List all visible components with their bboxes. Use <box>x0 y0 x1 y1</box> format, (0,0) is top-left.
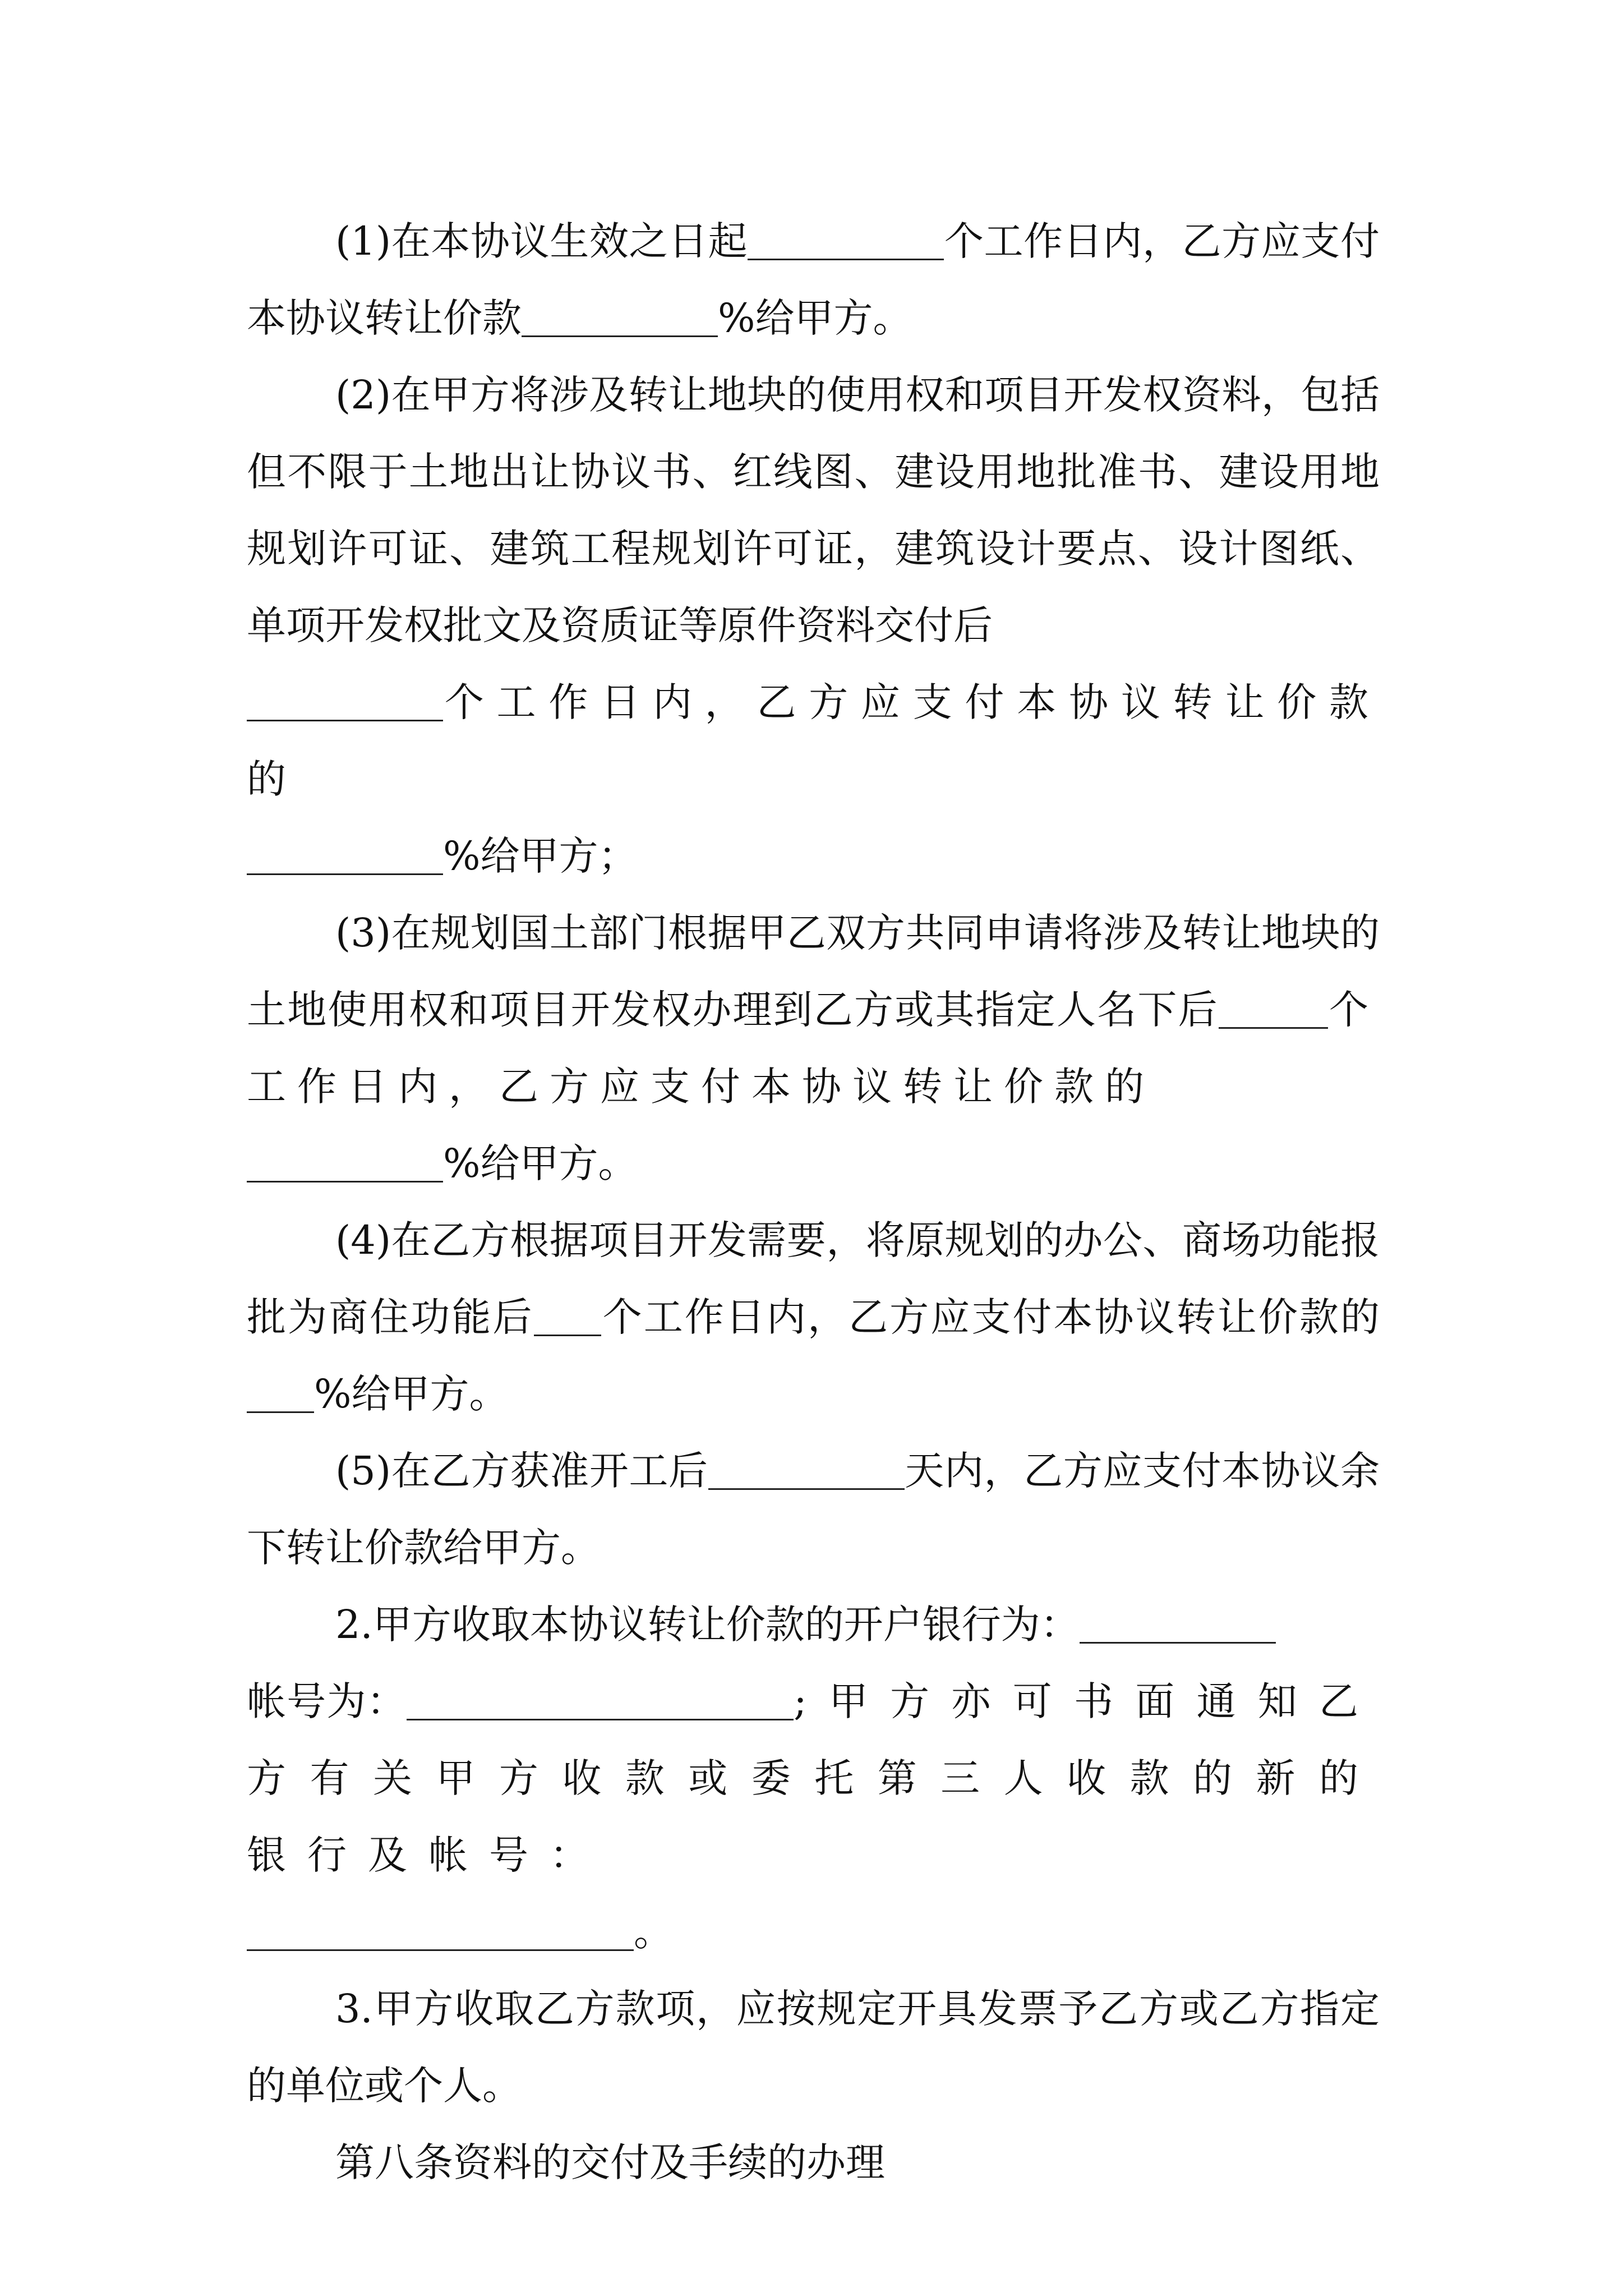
fill-blank <box>247 1912 634 1951</box>
clause-text: %给甲方。 <box>718 295 912 341</box>
clause-payment-1 <box>247 203 1380 357</box>
document-body <box>247 203 1380 2201</box>
clause-text: %给甲方。 <box>314 1371 509 1417</box>
clause-text: 。 <box>634 1909 673 1955</box>
clause-bank-account <box>247 1586 1380 1971</box>
fill-blank <box>247 1374 314 1413</box>
clause-text: (3)在规划国土部门根据甲乙双方共同申请将涉及转让地块的土地使用权和项目开发权办理到乙方或其指定人名下后 <box>247 910 1380 1033</box>
fill-blank <box>1219 990 1328 1029</box>
section-heading: 第八条资料的交付及手续的办理 <box>335 2139 885 2185</box>
clause-text: 个工作日内，乙方应支付本协议转让价款 <box>247 218 1380 341</box>
clause-text: 帐号为： <box>247 1678 407 1724</box>
fill-blank <box>708 1451 905 1490</box>
fill-blank <box>534 1297 601 1336</box>
fill-blank <box>522 298 718 337</box>
clause-text: (5)在乙方获准开工后 <box>335 1448 708 1494</box>
clause-text: 2.甲方收取本协议转让价款的开户银行为： <box>335 1602 1080 1648</box>
clause-text: (1)在本协议生效之日起 <box>335 218 748 264</box>
fill-blank <box>247 836 443 875</box>
fill-blank <box>748 222 944 260</box>
fill-blank <box>1080 1605 1276 1644</box>
clause-text: (2)在甲方将涉及转让地块的使用权和项目开发权资料，包括但不限于土地出让协议书、红线图、建设用地批准书、建设用地规划许可证、建筑工程规划许可证，建筑设计要点、设计图纸、单项开发权批文及资质证等原件资料交付后 <box>247 372 1380 648</box>
clause-text: 个工作日内，乙方应支付本协议转让价款的 <box>247 987 1380 1110</box>
clause-text: 3.甲方收取乙方款项，应按规定开具发票予乙方或乙方指定的单位或个人。 <box>247 1986 1380 2109</box>
clause-payment-5 <box>247 1433 1380 1586</box>
clause-payment-2 <box>247 357 1380 895</box>
clause-text: 个工作日内，乙方应支付本协议转让价款的 <box>247 679 1380 802</box>
clause-text: (4)在乙方根据项目开发需要，将原规划的办公、商场功能报批为商住功能后 <box>247 1217 1380 1340</box>
clause-text: 个工作日内，乙方应支付本协议转让价款的 <box>601 1294 1380 1340</box>
clause-text: 天内，乙方应支付本协议余下转让价款给甲方。 <box>247 1448 1380 1571</box>
clause-payment-3 <box>247 895 1380 1202</box>
clause-invoice <box>247 1971 1380 2124</box>
fill-blank <box>247 683 443 721</box>
fill-blank <box>407 1682 794 1720</box>
fill-blank <box>247 1144 443 1182</box>
clause-payment-4 <box>247 1202 1380 1433</box>
clause-text: ;甲方亦可书面通知乙方有关甲方收款或委托第三人收款的新的银行及帐号： <box>247 1678 1380 1878</box>
clause-text: %给甲方； <box>443 833 638 879</box>
clause-text: %给甲方。 <box>443 1140 638 1186</box>
